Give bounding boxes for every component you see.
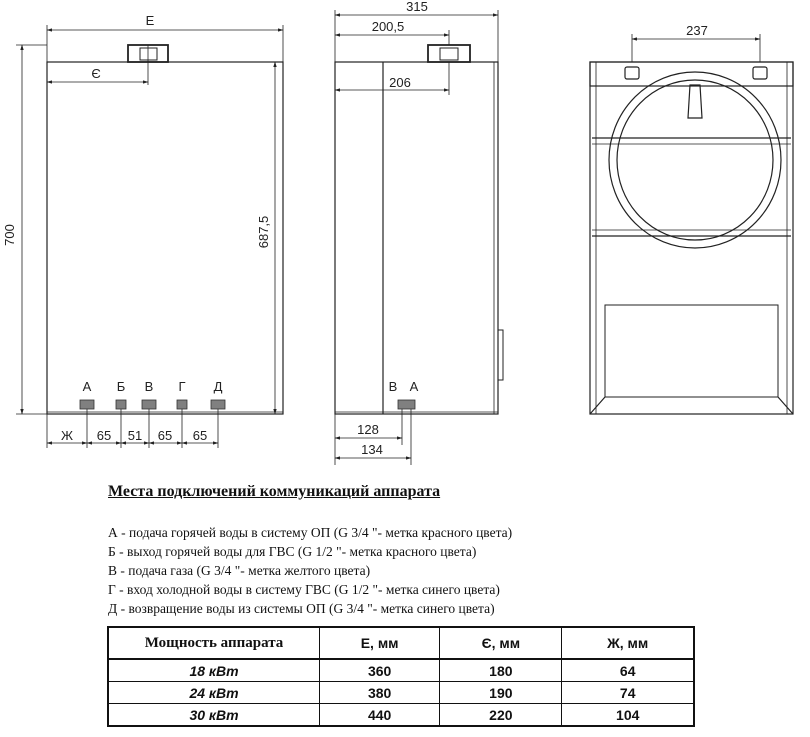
dim-206: 206: [389, 75, 411, 90]
pipe-d: [211, 400, 225, 409]
legend-item-a: А - подача горячей воды в систему ОП (G 3/4 "- метка красного цвета): [108, 525, 513, 540]
mount-hole-left: [625, 67, 639, 79]
cell-e: 360: [320, 659, 440, 682]
cell-e: 440: [320, 704, 440, 727]
table-header-row: [108, 627, 694, 659]
header-ye: Є, мм: [440, 627, 562, 659]
dim-spacing-1: 65: [96, 428, 112, 443]
back-view: [590, 62, 793, 414]
table-row: [108, 682, 694, 704]
front-body: [47, 62, 283, 414]
connections-title: Места подключений коммуникаций аппарата: [108, 483, 441, 500]
letter-g: Г: [178, 379, 186, 394]
legend-item-g: Г - вход холодной воды в систему ГВС (G 1/2 "- метка синего цвета): [108, 582, 500, 597]
cell-power: 18 кВт: [108, 659, 320, 682]
header-power: Мощность аппарата: [108, 627, 320, 659]
back-dimensions: [632, 23, 760, 62]
cell-power: 30 кВт: [108, 704, 320, 727]
dim-ye: Є: [91, 66, 101, 81]
side-body: [335, 62, 498, 414]
cell-ye: 220: [440, 704, 562, 727]
header-zh: Ж, мм: [562, 627, 694, 659]
cell-zh: 64: [562, 659, 694, 682]
cell-zh: 74: [562, 682, 694, 704]
dim-315: 315: [406, 0, 428, 14]
flue-collar-inner: [617, 80, 773, 240]
header-e: Е, мм: [320, 627, 440, 659]
dim-237: 237: [686, 23, 708, 38]
table-row: [108, 704, 694, 727]
back-frame: [590, 62, 793, 414]
letter-v: В: [144, 379, 154, 394]
legend-item-v: В - подача газа (G 3/4 "- метка желтого цвета): [108, 563, 371, 578]
dim-spacing-3: 65: [157, 428, 173, 443]
side-letter-a: А: [409, 379, 419, 394]
side-control-knob: [498, 330, 503, 380]
pipe-g: [177, 400, 187, 409]
letter-a: А: [82, 379, 92, 394]
letter-d: Д: [213, 379, 223, 394]
cell-ye: 190: [440, 682, 562, 704]
dim-zh: Ж: [60, 428, 74, 443]
legend-item-d: Д - возвращение воды из системы ОП (G 3/4 "- метка синего цвета): [108, 601, 495, 616]
side-connection-pipes: [398, 400, 415, 409]
dim-spacing-4: 65: [192, 428, 208, 443]
side-connection-labels: [389, 379, 419, 394]
front-view: [47, 45, 283, 414]
side-dimensions: [335, 0, 498, 465]
dim-128: 128: [357, 422, 379, 437]
front-connection-pipes: [80, 400, 225, 409]
letter-b: Б: [116, 379, 126, 394]
dim-e: E: [145, 13, 155, 28]
mounting-rail: [590, 62, 793, 86]
legend-item-b: Б - выход горячей воды для ГВС (G 1/2 "- метка красного цвета): [108, 544, 477, 559]
dim-687-5: 687,5: [256, 215, 271, 249]
dimensions-table: [107, 626, 695, 727]
flue-collar-outer: [609, 72, 781, 248]
pipe-v: [142, 400, 156, 409]
dim-200-5: 200,5: [371, 19, 405, 34]
dim-spacing-2: 51: [127, 428, 143, 443]
dim-134: 134: [361, 442, 383, 457]
cell-e: 380: [320, 682, 440, 704]
front-connection-labels: [83, 379, 223, 394]
side-pipe: [398, 400, 415, 409]
mount-hole-right: [753, 67, 767, 79]
pipe-a: [80, 400, 94, 409]
cell-zh: 104: [562, 704, 694, 727]
cell-ye: 180: [440, 659, 562, 682]
front-dimensions: [2, 13, 283, 448]
dim-700: 700: [2, 224, 17, 246]
side-letter-v: В: [388, 379, 398, 394]
connections-legend: [108, 523, 512, 618]
pipe-b: [116, 400, 126, 409]
table-row: [108, 659, 694, 682]
flue-sensor: [688, 85, 702, 118]
cell-power: 24 кВт: [108, 682, 320, 704]
side-view: [335, 45, 503, 414]
